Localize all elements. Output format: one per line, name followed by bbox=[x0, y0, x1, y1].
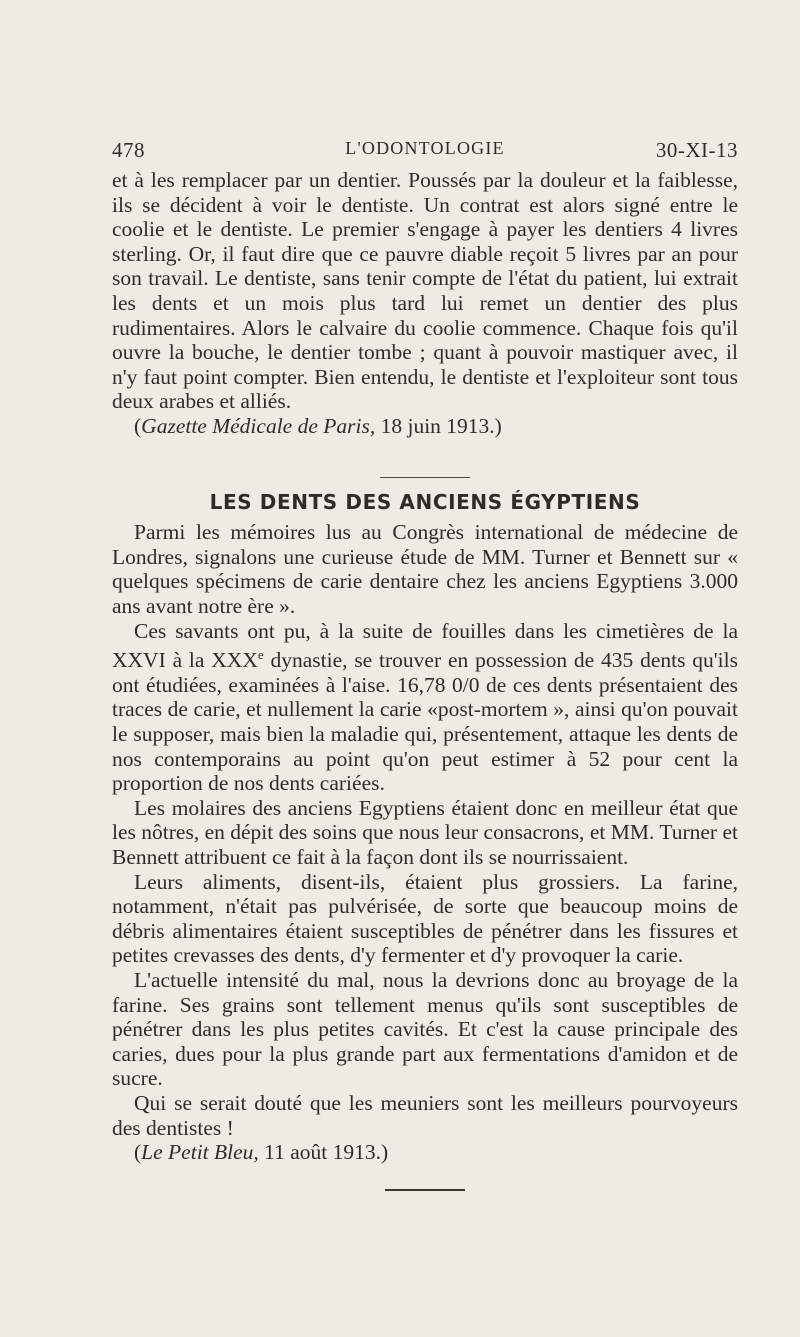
paragraph: L'actuelle intensité du mal, nous la devrions donc au broyage de la farine. Ses grains sont tellement menus qu'ils sont susceptibles de pénétrer dans les plus petites cavités. Et c'est la cause principale des caries, dues pour la plus grande part aux fermentations d'amidon et de sucre. bbox=[112, 967, 738, 1091]
article-heading: LES DENTS DES ANCIENS ÉGYPTIENS bbox=[209, 489, 641, 514]
paragraph: Leurs aliments, disent-ils, étaient plus grossiers. La farine, notamment, n'était pas pulvérisée, de sorte que beaucoup moins de débris alimentaires étaient susceptibles de pénétrer dans les fissures et petites crevasses des dents, d'y fermenter et d'y provoquer la carie. bbox=[112, 869, 738, 968]
continued-paragraph: et à les remplacer par un dentier. Poussés par la douleur et la faiblesse, ils se décident à voir le dentiste. Un contrat est alors signé entre le coolie et le dentiste. Le premier s'engage à payer les dentiers 4 livres sterling. Or, il faut dire que ce pauvre diable reçoit 5 livres par an pour son travail. Le dentiste, sans tenir compte de l'état du patient, lui extrait les dents et un mois plus tard lui remet un dentier des plus rudimentaires. Alors le calvaire du coolie commence. Chaque fois qu'il ouvre la bouche, le dentier tombe ; quant à pouvoir mastiquer avec, il n'y faut point compter. Bien entendu, le dentiste et l'exploiteur sont tous deux arabes et alliés. bbox=[112, 168, 738, 414]
source-citation: (Gazette Médicale de Paris, 18 juin 1913.) bbox=[134, 413, 502, 438]
running-header bbox=[112, 138, 738, 164]
journal-title: L'ODONTOLOGIE bbox=[345, 138, 505, 158]
paragraph: Ces savants ont pu, à la suite de fouilles dans les cimetières de la XXVI à la XXXe dynastie, se trouver en possession de 435 dents qu'ils ont étudiées, examinées à l'aise. 16,78 0/0 de ces dents présentaient des traces de carie, et nullement la carie «post-mortem », ainsi qu'on pouvait le supposer, mais bien la maladie qui, présentement, attaque les dents de nos contemporains au point qu'on peut estimer à 52 pour cent la proportion de nos dents cariées. bbox=[112, 618, 738, 796]
paragraph: Qui se serait douté que les meuniers sont les meilleurs pourvoyeurs des dentistes ! bbox=[112, 1090, 738, 1140]
body-text bbox=[112, 168, 738, 1191]
source-citation: (Le Petit Bleu, 11 août 1913.) bbox=[134, 1140, 389, 1165]
source-title: Le Petit Bleu, bbox=[141, 1140, 259, 1165]
paragraph: Les molaires des anciens Egyptiens étaient donc en meilleur état que les nôtres, en dépit des soins que nous leur consacrons, et MM. Turner et Bennett attribuent ce fait à la façon dont ils se nourrissaient. bbox=[112, 795, 738, 869]
paragraph: Parmi les mémoires lus au Congrès international de médecine de Londres, signalons une curieuse étude de MM. Turner et Bennett sur « quelques spécimens de carie dentaire chez les anciens Egyptiens 3.000 ans avant notre ère ». bbox=[112, 520, 738, 618]
issue-date: 30-XI-13 bbox=[655, 138, 738, 162]
end-divider bbox=[385, 1189, 465, 1191]
page-number: 478 bbox=[112, 138, 145, 162]
source-title: Gazette Médicale de Paris, bbox=[141, 413, 376, 438]
